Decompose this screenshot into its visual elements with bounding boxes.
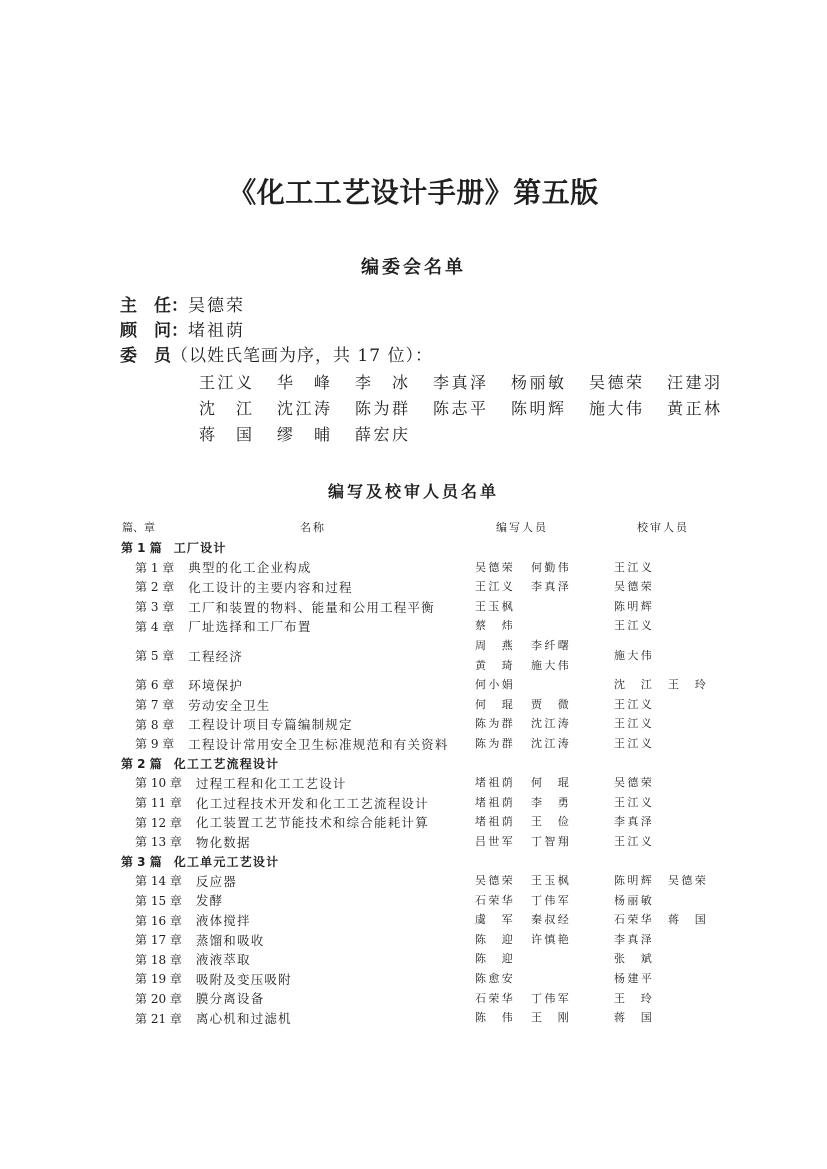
- chapter-cell: [135, 676, 475, 694]
- reviewers-cell: [614, 558, 734, 578]
- director-label: 主 任：: [120, 296, 188, 316]
- reviewers-cell: [614, 832, 734, 852]
- reviewer-name: 吴德荣: [614, 580, 655, 594]
- part-row: [0, 754, 827, 774]
- reviewers-cell: [614, 734, 734, 754]
- header-part-chapter: 篇、章: [122, 521, 155, 534]
- author-name: 何 琨: [475, 697, 516, 711]
- part-row: [0, 852, 827, 872]
- authors-cell: [475, 558, 587, 578]
- staff-heading: 编写及校审人员名单: [327, 482, 499, 501]
- chapter-number: 第 17 章: [135, 933, 182, 948]
- table-header: [0, 519, 827, 537]
- chapter-number: 第 5 章: [135, 649, 175, 664]
- committee-heading: 编委会名单: [361, 257, 466, 278]
- author-name: 丁智翔: [531, 834, 572, 848]
- author-name: 陈为群: [475, 717, 516, 731]
- reviewer-name: 蒋 国: [614, 1011, 655, 1025]
- author-name: 吕世军: [475, 834, 516, 848]
- chapter-title: 膜分离设备: [195, 991, 265, 1007]
- chapter-title: 厂址选择和工厂布置: [188, 619, 312, 635]
- author-name: 周 燕: [475, 638, 516, 652]
- chapter-cell: [135, 911, 475, 929]
- authors-cell: [475, 930, 587, 950]
- author-name: 陈 迎: [475, 932, 516, 946]
- author-name: 李 勇: [531, 795, 572, 809]
- chapter-number: 第 21 章: [135, 1011, 182, 1026]
- reviewer-name: 陈明辉: [614, 874, 655, 888]
- chapter-row: [0, 734, 827, 754]
- author-name: 王 刚: [531, 1011, 572, 1025]
- authors-cell: [475, 871, 587, 891]
- chapter-title: 物化数据: [195, 834, 251, 850]
- author-name: 沈江涛: [531, 736, 572, 750]
- chapter-row: [0, 636, 827, 675]
- authors-cell: [475, 1008, 587, 1028]
- reviewers-cell: [614, 910, 734, 930]
- author-name: 陈 伟: [475, 1011, 516, 1025]
- author-name: 丁伟军: [531, 991, 572, 1005]
- part-title: 工厂设计: [173, 541, 227, 556]
- reviewer-name: 杨建平: [614, 972, 655, 986]
- director-line: [120, 294, 245, 319]
- author-name: 王玉枫: [475, 599, 516, 613]
- chapter-row: [0, 616, 827, 636]
- reviewer-name: 吴德荣: [614, 776, 655, 790]
- part-number: 第 3 篇: [121, 854, 162, 869]
- authors-cell: [475, 793, 587, 813]
- chapter-row: [0, 675, 827, 695]
- chapter-number: 第 7 章: [135, 698, 175, 713]
- part-number: 第 1 篇: [121, 541, 162, 556]
- chapter-cell: [135, 598, 475, 616]
- author-name: 李真泽: [531, 580, 572, 594]
- reviewers-cell: [614, 714, 734, 734]
- reviewers-cell: [614, 1008, 734, 1028]
- header-authors: 编写人员: [496, 521, 548, 534]
- chapter-cell: [135, 813, 475, 831]
- part-row: [0, 538, 827, 558]
- chapter-number: 第 10 章: [135, 776, 182, 791]
- authors-cell: [475, 812, 587, 832]
- reviewers-cell: [614, 646, 734, 666]
- reviewer-name: 石荣华: [614, 913, 655, 927]
- reviewer-name: 王江义: [614, 697, 655, 711]
- advisor-label: 顾 问：: [120, 321, 188, 341]
- chapter-number: 第 13 章: [135, 835, 182, 850]
- chapter-cell: [135, 774, 475, 792]
- reviewer-name: 王江义: [614, 619, 655, 633]
- author-name: 许慎艳: [531, 932, 572, 946]
- chapter-title: 离心机和过滤机: [195, 1011, 292, 1027]
- reviewer-name: 吴德荣: [668, 874, 709, 888]
- chapter-row: [0, 1008, 827, 1028]
- author-name: 石荣华: [475, 893, 516, 907]
- chapter-row: [0, 832, 827, 852]
- chapter-row: [0, 989, 827, 1009]
- chapter-number: 第 8 章: [135, 717, 175, 732]
- author-name: 沈江涛: [531, 717, 572, 731]
- director-name: 吴德荣: [188, 296, 245, 316]
- authors-cell: [475, 949, 587, 969]
- author-name: 蔡 炜: [475, 619, 516, 633]
- chapter-title: 工程设计项目专篇编制规定: [188, 717, 353, 733]
- reviewers-cell: [614, 597, 734, 617]
- reviewers-cell: [614, 989, 734, 1009]
- reviewer-name: 施大伟: [614, 648, 655, 662]
- document-title: 《化工工艺设计手册》第五版: [228, 176, 599, 209]
- chapter-cell: [135, 891, 475, 909]
- chapter-cell: [135, 578, 475, 596]
- authors-cell: [475, 714, 587, 734]
- member-name: 沈 江: [199, 399, 255, 418]
- chapter-title: 反应器: [195, 873, 238, 889]
- member-name: 吴德荣: [589, 373, 645, 392]
- authors-cell: [475, 910, 587, 930]
- reviewers-cell: [614, 871, 734, 891]
- part-title: 化工工艺流程设计: [173, 756, 280, 771]
- authors-cell: [475, 969, 587, 989]
- chapter-row: [0, 910, 827, 930]
- chapter-row: [0, 930, 827, 950]
- advisor-name: 堵祖荫: [188, 321, 245, 341]
- chapter-number: 第 19 章: [135, 972, 182, 987]
- reviewer-name: 王江义: [614, 560, 655, 574]
- chapter-row: [0, 558, 827, 578]
- member-name: 李 冰: [355, 373, 411, 392]
- member-name: 施大伟: [589, 399, 645, 418]
- chapter-number: 第 1 章: [135, 560, 175, 575]
- chapter-number: 第 20 章: [135, 991, 182, 1006]
- chapter-cell: [135, 735, 475, 753]
- chapter-cell: [135, 950, 475, 968]
- authors-cell: [475, 773, 587, 793]
- chapter-title: 液液萃取: [195, 952, 251, 968]
- reviewer-name: 王 玲: [614, 991, 655, 1005]
- author-name: 丁伟军: [531, 893, 572, 907]
- member-name: 汪建羽: [667, 373, 723, 392]
- chapter-row: [0, 714, 827, 734]
- chapter-title: 液体搅拌: [195, 913, 251, 929]
- author-name: 石荣华: [475, 991, 516, 1005]
- member-name: 缪 晡: [277, 425, 333, 444]
- chapter-title: 劳动安全卫生: [188, 697, 271, 713]
- author-name: 施大伟: [531, 658, 572, 672]
- authors-cell: [475, 577, 587, 597]
- author-name: 吴德荣: [475, 560, 516, 574]
- reviewers-cell: [614, 773, 734, 793]
- reviewer-name: 王 玲: [668, 678, 709, 692]
- author-name: 何小娟: [475, 678, 516, 692]
- reviewer-name: 沈 江: [614, 678, 655, 692]
- chapter-title: 化工设计的主要内容和过程: [188, 579, 353, 595]
- chapter-title: 工程经济: [188, 648, 244, 664]
- part-number: 第 2 篇: [121, 756, 162, 771]
- chapter-number: 第 3 章: [135, 600, 175, 615]
- author-name: 吴德荣: [475, 874, 516, 888]
- members-label: 委 员: [120, 346, 171, 366]
- reviewer-name: 陈明辉: [614, 599, 655, 613]
- author-name: 堵祖荫: [475, 776, 516, 790]
- author-name: 贾 微: [531, 697, 572, 711]
- reviewer-name: 杨丽敏: [614, 893, 655, 907]
- member-name: 王江义: [199, 373, 255, 392]
- author-name: 秦叔经: [531, 913, 572, 927]
- chapter-cell: [135, 617, 475, 635]
- reviewers-cell: [614, 675, 734, 695]
- reviewer-name: 蒋 国: [668, 913, 709, 927]
- author-name: 陈愈安: [475, 972, 516, 986]
- reviewer-name: 王江义: [614, 834, 655, 848]
- member-name: 陈明辉: [511, 399, 567, 418]
- chapter-title: 环境保护: [188, 677, 244, 693]
- chapter-title: 工厂和装置的物料、能量和公用工程平衡: [188, 599, 435, 615]
- part-title: 化工单元工艺设计: [173, 854, 280, 869]
- chapter-cell: [135, 970, 475, 988]
- author-name: 王 俭: [531, 815, 572, 829]
- chapter-title: 化工过程技术开发和化工工艺流程设计: [195, 795, 429, 811]
- members-list: [199, 370, 745, 448]
- chapter-cell: [135, 833, 475, 851]
- chapter-row: [0, 695, 827, 715]
- members-line: [120, 344, 433, 369]
- authors-cell: [475, 695, 587, 715]
- member-name: 薛宏庆: [355, 425, 411, 444]
- members-note: （以姓氏笔画为序，共 17 位）：: [171, 346, 433, 366]
- authors-cell: [475, 891, 587, 911]
- reviewer-name: 李真泽: [614, 932, 655, 946]
- author-name: 何 琨: [531, 776, 572, 790]
- header-reviewers: 校审人员: [637, 521, 689, 534]
- chapter-number: 第 12 章: [135, 815, 182, 830]
- reviewer-name: 王江义: [614, 795, 655, 809]
- reviewer-name: 王江义: [614, 736, 655, 750]
- authors-cell: [475, 636, 587, 675]
- chapter-number: 第 18 章: [135, 952, 182, 967]
- chapter-cell: [135, 696, 475, 714]
- chapter-cell: [135, 715, 475, 733]
- author-name: 王江义: [475, 580, 516, 594]
- reviewers-cell: [614, 793, 734, 813]
- reviewer-name: 王江义: [614, 717, 655, 731]
- chapter-number: 第 6 章: [135, 678, 175, 693]
- authors-cell: [475, 989, 587, 1009]
- chapter-title: 典型的化工企业构成: [188, 560, 312, 576]
- chapter-row: [0, 597, 827, 617]
- authors-cell: [475, 597, 587, 617]
- chapter-row: [0, 969, 827, 989]
- advisor-line: [120, 319, 245, 344]
- chapter-cell: [135, 794, 475, 812]
- authors-cell: [475, 675, 587, 695]
- authors-cell: [475, 832, 587, 852]
- reviewers-cell: [614, 616, 734, 636]
- author-name: 王玉枫: [531, 874, 572, 888]
- chapter-title: 过程工程和化工工艺设计: [195, 775, 347, 791]
- reviewers-cell: [614, 930, 734, 950]
- chapter-row: [0, 949, 827, 969]
- chapter-number: 第 15 章: [135, 893, 182, 908]
- chapter-row: [0, 812, 827, 832]
- chapter-number: 第 2 章: [135, 580, 175, 595]
- member-name: 陈志平: [433, 399, 489, 418]
- chapter-row: [0, 793, 827, 813]
- author-name: 堵祖荫: [475, 815, 516, 829]
- chapter-cell: [135, 1009, 475, 1027]
- reviewers-cell: [614, 695, 734, 715]
- reviewers-cell: [614, 949, 734, 969]
- member-name: 黄正林: [667, 399, 723, 418]
- chapter-number: 第 16 章: [135, 913, 182, 928]
- reviewers-cell: [614, 969, 734, 989]
- chapter-number: 第 4 章: [135, 619, 175, 634]
- chapter-number: 第 9 章: [135, 737, 175, 752]
- member-name: 华 峰: [277, 373, 333, 392]
- reviewers-cell: [614, 891, 734, 911]
- staff-table: [0, 538, 827, 1028]
- reviewer-name: 张 斌: [614, 952, 655, 966]
- chapter-title: 工程设计常用安全卫生标准规范和有关资料: [188, 736, 449, 752]
- member-name: 杨丽敏: [511, 373, 567, 392]
- header-name: 名称: [300, 521, 326, 534]
- chapter-title: 蒸馏和吸收: [195, 932, 265, 948]
- chapter-title: 化工装置工艺节能技术和综合能耗计算: [195, 815, 429, 831]
- member-name: 李真泽: [433, 373, 489, 392]
- author-name: 堵祖荫: [475, 795, 516, 809]
- chapter-number: 第 14 章: [135, 874, 182, 889]
- author-name: 虞 军: [475, 913, 516, 927]
- chapter-row: [0, 773, 827, 793]
- chapter-row: [0, 891, 827, 911]
- chapter-cell: [135, 558, 475, 576]
- chapter-cell: [135, 931, 475, 949]
- author-name: 何勤伟: [531, 560, 572, 574]
- member-name: 蒋 国: [199, 425, 255, 444]
- chapter-cell: [135, 647, 475, 665]
- authors-cell: [475, 734, 587, 754]
- author-name: 陈为群: [475, 736, 516, 750]
- member-name: 沈江涛: [277, 399, 333, 418]
- author-name: 黄 琦: [475, 658, 516, 672]
- chapter-title: 吸附及变压吸附: [195, 971, 292, 987]
- authors-cell: [475, 616, 587, 636]
- author-name: 陈 迎: [475, 952, 516, 966]
- chapter-title: 发酵: [195, 893, 224, 909]
- member-name: 陈为群: [355, 399, 411, 418]
- chapter-cell: [135, 989, 475, 1007]
- reviewers-cell: [614, 812, 734, 832]
- author-name: 李纤曙: [531, 638, 572, 652]
- chapter-number: 第 11 章: [135, 796, 182, 811]
- chapter-row: [0, 871, 827, 891]
- chapter-row: [0, 577, 827, 597]
- reviewer-name: 李真泽: [614, 815, 655, 829]
- chapter-cell: [135, 872, 475, 890]
- reviewers-cell: [614, 577, 734, 597]
